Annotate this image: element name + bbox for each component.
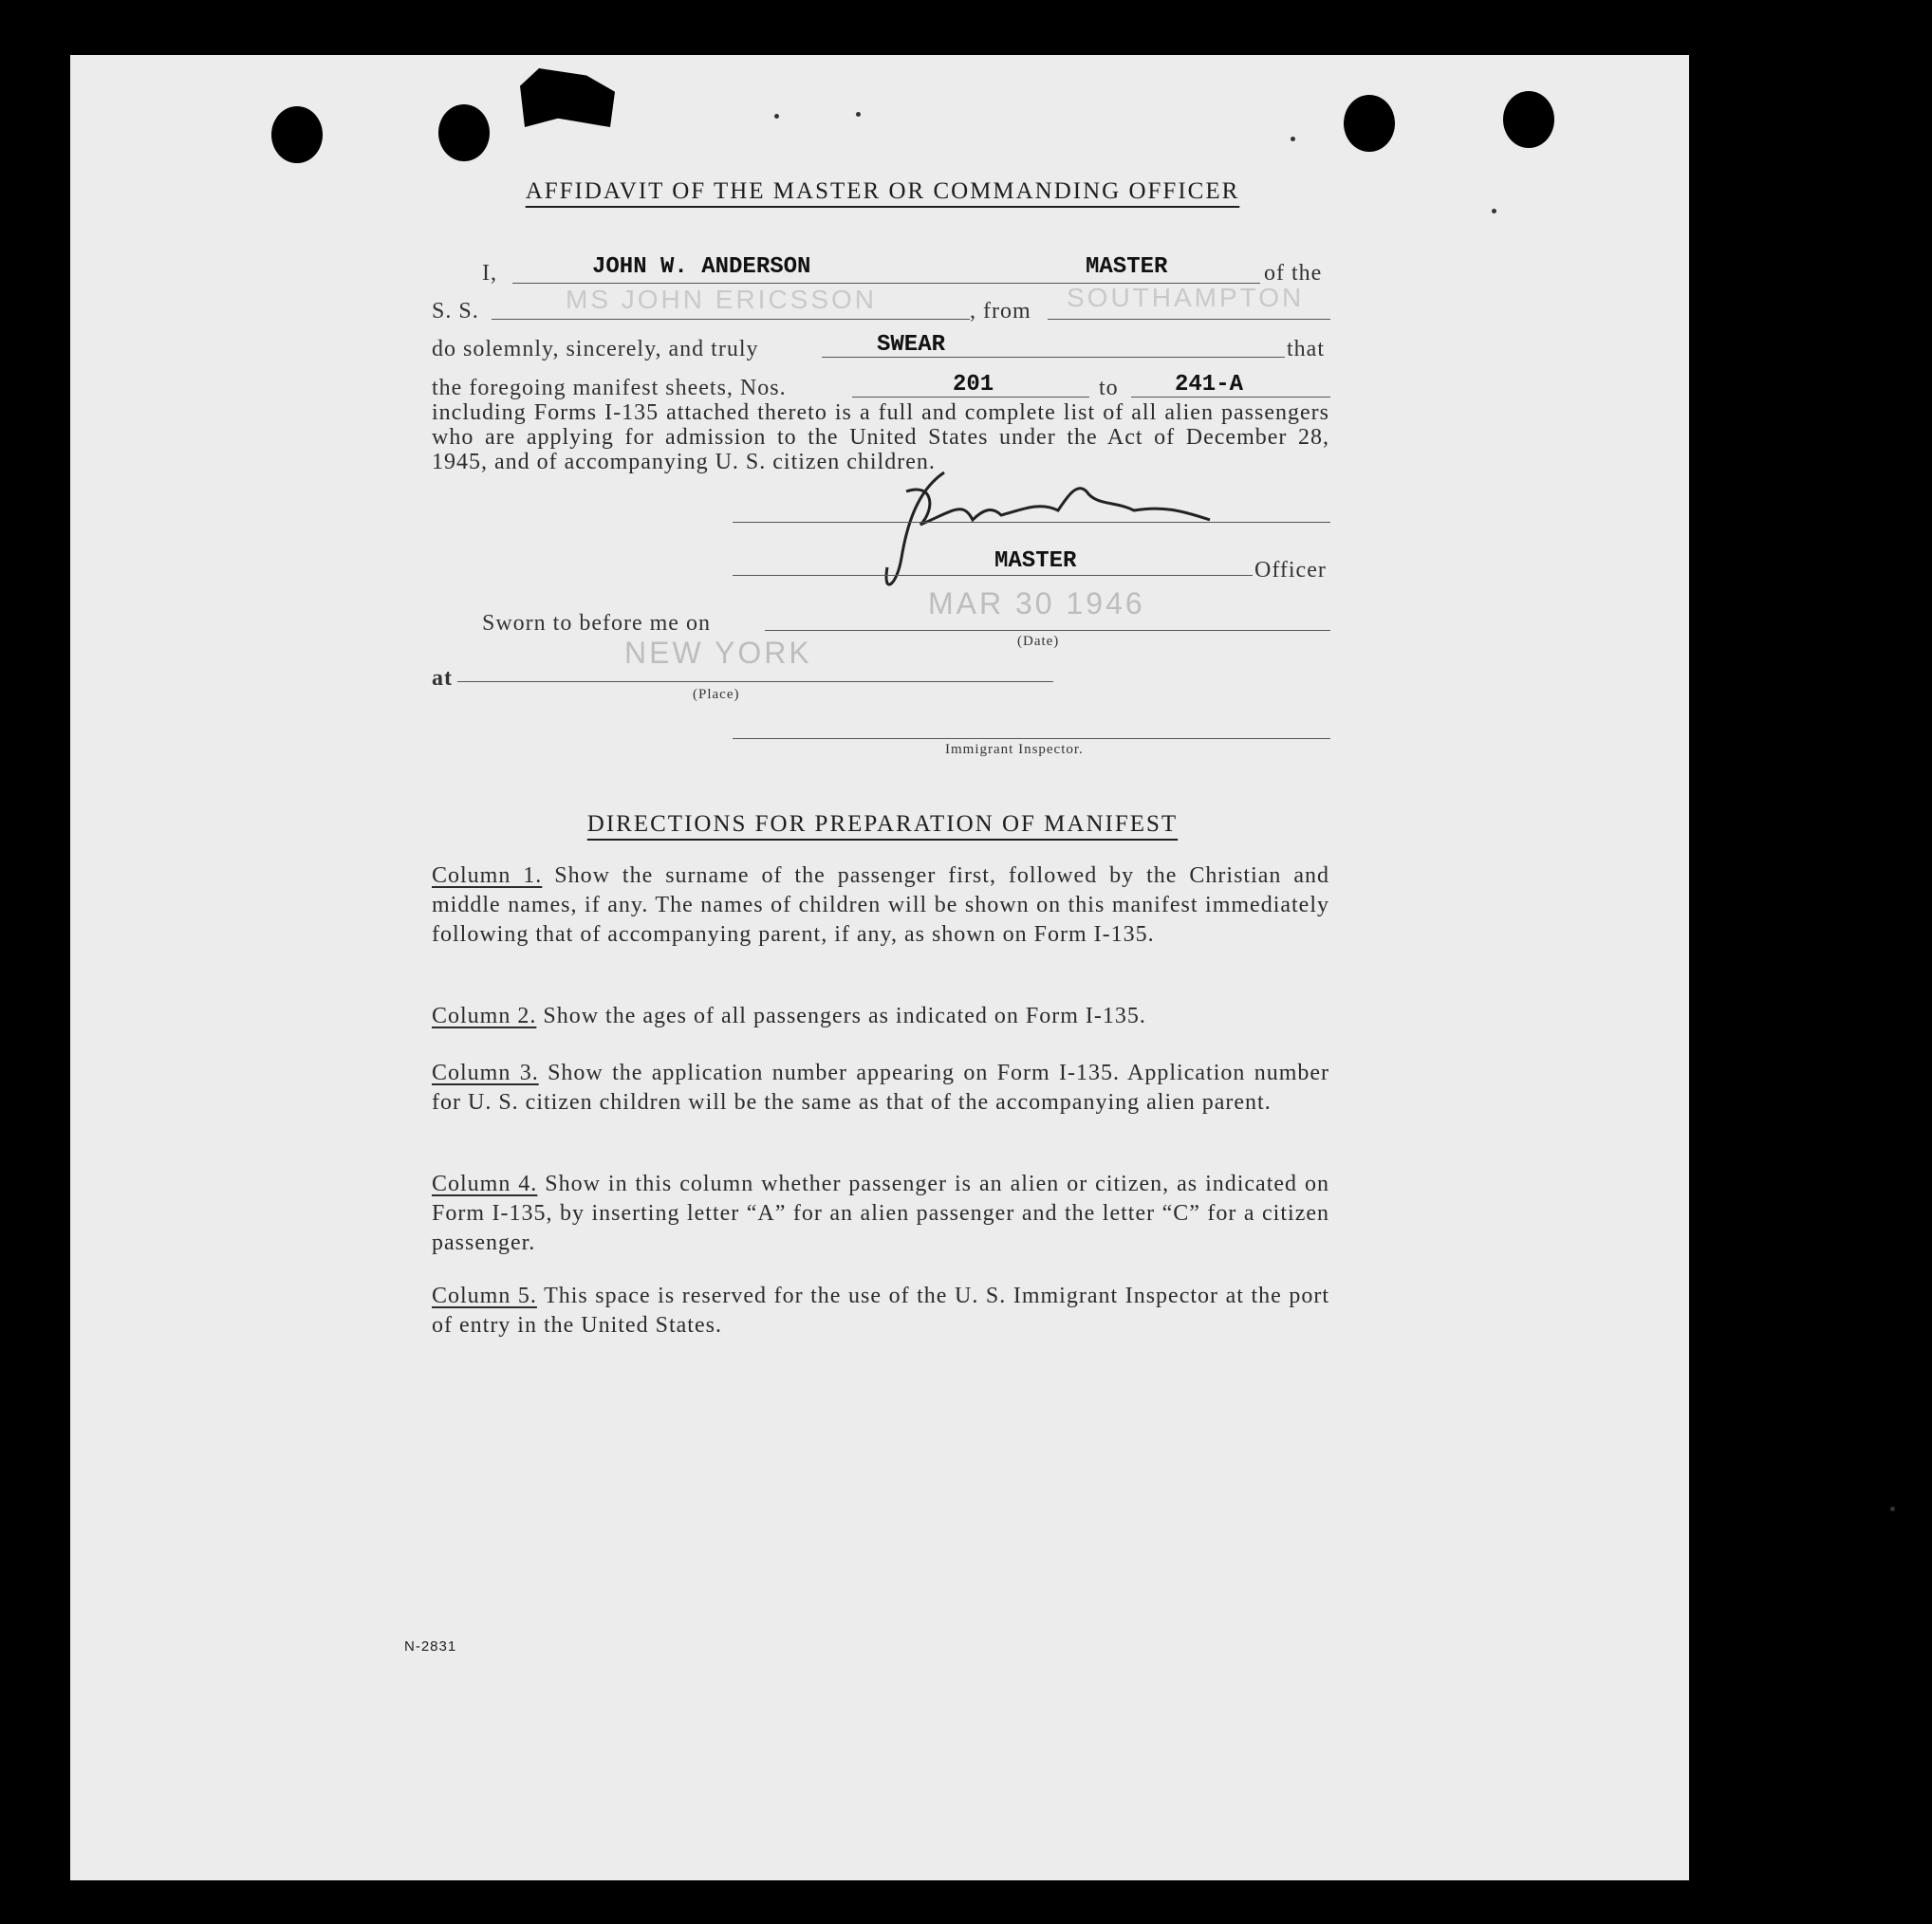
punch-hole: [271, 106, 323, 163]
that-label: that: [1287, 337, 1325, 361]
officer-label: Officer: [1254, 558, 1327, 583]
column-label: Column 4.: [432, 1172, 538, 1196]
from-label: , from: [970, 299, 1031, 324]
form-number: N-2831: [404, 1638, 457, 1655]
speck: [856, 112, 861, 117]
sheet-from: 201: [953, 372, 994, 398]
sheet-to: 241-A: [1175, 372, 1244, 398]
to-label: to: [1099, 376, 1119, 400]
ship-field-line: [492, 319, 970, 320]
from-field-line: [1048, 319, 1330, 320]
ship-name-stamp: MS JOHN ERICSSON: [566, 285, 878, 314]
column-text: Show in this column whether passenger is an alien or citizen, as indicated on Form I-135, by inserting letter “A” for an alien passenger and the letter “C” for a citizen passenger.: [432, 1172, 1329, 1255]
officer-line: [733, 575, 1253, 576]
from-port-stamp: SOUTHAMPTON: [1067, 283, 1305, 312]
direction-column-1: [432, 861, 1329, 950]
direction-column-5: [432, 1282, 1329, 1341]
name-rank: MASTER: [1086, 254, 1168, 280]
column-label: Column 5.: [432, 1284, 537, 1308]
signature-line: [733, 522, 1330, 523]
directions-title: DIRECTIONS FOR PREPARATION OF MANIFEST: [586, 811, 1179, 837]
of-the-label: of the: [1264, 261, 1323, 286]
document-page: [70, 55, 1689, 1880]
column-label: Column 3.: [432, 1061, 539, 1085]
sworn-label: Sworn to before me on: [482, 611, 711, 636]
speck: [1291, 137, 1295, 141]
column-text: Show the application number appearing on Form I-135. Application number for U. S. citizen children will be the same as that of the accompanying alien parent.: [432, 1061, 1330, 1115]
manifest-prefix: the foregoing manifest sheets, Nos.: [432, 376, 787, 400]
place-line: [457, 681, 1053, 682]
officer-rank: MASTER: [994, 548, 1077, 574]
i-label: I,: [482, 261, 497, 286]
column-text: Show the surname of the passenger first, followed by the Christian and middle names, if any. The names of children will be shown on this manifest immediately following that of accompanying parent, if any, as shown on Form I-135.: [432, 863, 1330, 947]
ss-label: S. S.: [432, 299, 479, 324]
column-text: This space is reserved for the use of the U. S. Immigrant Inspector at the port of entry in the United States.: [432, 1284, 1330, 1338]
speck: [1492, 209, 1496, 213]
place-stamp: NEW YORK: [624, 636, 812, 670]
sworn-date-stamp: MAR 30 1946: [928, 586, 1145, 620]
at-label: at: [432, 666, 453, 691]
column-text: Show the ages of all passengers as indicated on Form I-135.: [543, 1004, 1146, 1028]
date-line: [765, 630, 1330, 631]
swear-word: SWEAR: [877, 332, 946, 358]
punch-hole: [438, 104, 490, 161]
inspector-caption: Immigrant Inspector.: [945, 742, 1084, 757]
speck: [774, 114, 779, 119]
place-caption: (Place): [693, 687, 740, 702]
speck: [1890, 1507, 1895, 1511]
punch-hole: [1503, 91, 1554, 148]
date-caption: (Date): [1017, 634, 1060, 649]
inspector-line: [733, 738, 1330, 739]
master-name: JOHN W. ANDERSON: [592, 254, 811, 280]
punch-hole: [1344, 95, 1395, 152]
swear-prefix: do solemnly, sincerely, and truly: [432, 337, 759, 361]
affidavit-body: including Forms I-135 attached thereto is a full and complete list of all alien passengers who are applying for admission to the United States under the Act of December 28, 1945, and of accompanying U. S. citizen children.: [432, 400, 1329, 474]
affidavit-title: AFFIDAVIT OF THE MASTER OR COMMANDING OFFICER: [525, 178, 1240, 204]
column-label: Column 1.: [432, 863, 543, 888]
direction-column-4: [432, 1170, 1329, 1258]
column-label: Column 2.: [432, 1004, 537, 1028]
direction-column-3: [432, 1059, 1329, 1118]
direction-column-2: [432, 1002, 1329, 1031]
